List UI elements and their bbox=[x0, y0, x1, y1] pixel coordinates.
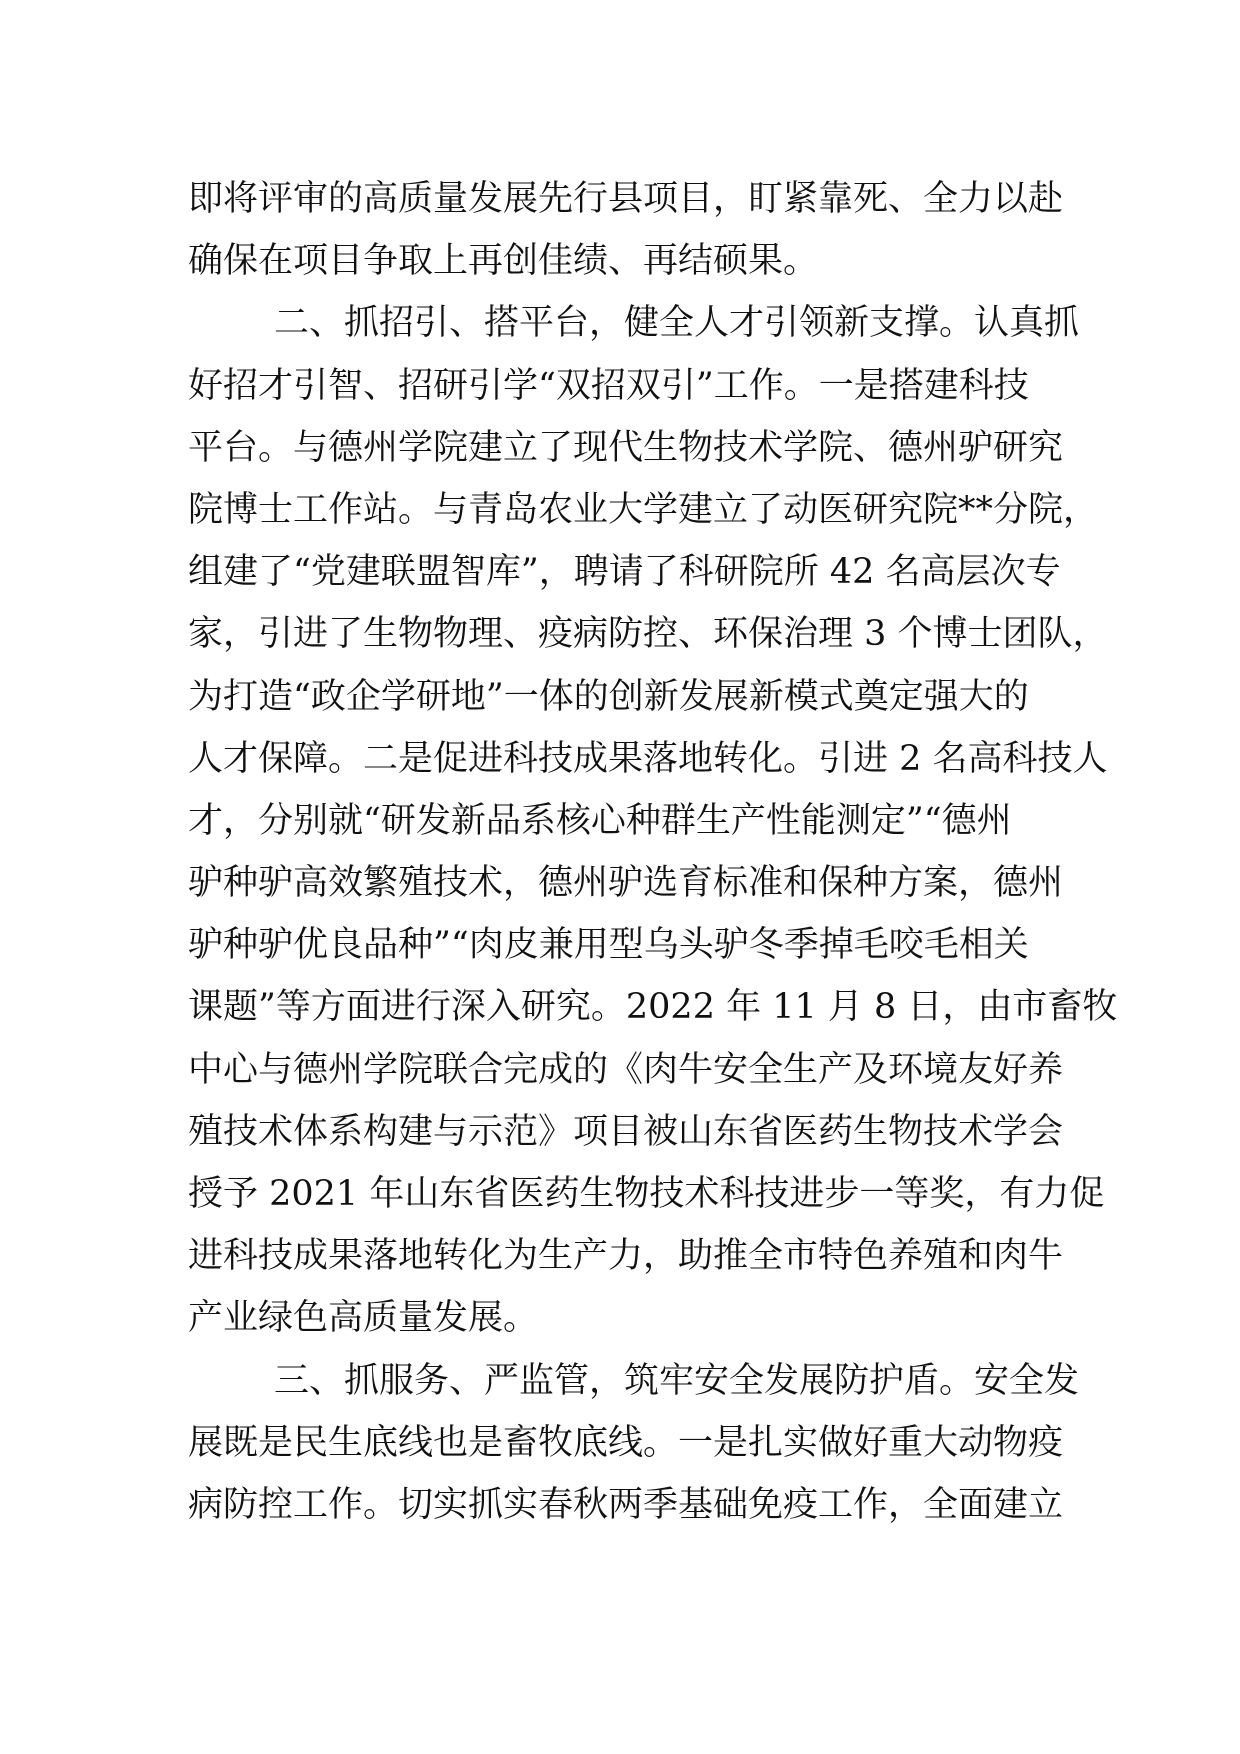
text-line: 进科技成果落地转化为生产力，助推全市特色养殖和肉牛 bbox=[188, 1236, 1064, 1277]
text-line: 人才保障。二是促进科技成果落地转化。引进 2 名高科技人 bbox=[188, 738, 1108, 779]
text-line: 为打造“政企学研地”一体的创新发展新模式奠定强大的 bbox=[188, 676, 1029, 717]
text-line: 二、抓招引、搭平台，健全人才引领新支撑。认真抓 bbox=[274, 303, 1080, 344]
text-line: 展既是民生底线也是畜牧底线。一是扎实做好重大动物疫 bbox=[188, 1422, 1064, 1463]
text-line: 即将评审的高质量发展先行县项目，盯紧靠死、全力以赴 bbox=[188, 179, 1064, 219]
text-line: 好招才引智、招研引学“双招双引”工作。一是搭建科技 bbox=[188, 365, 1029, 406]
text-line: 确保在项目争取上再创佳绩、再结硕果。 bbox=[188, 241, 819, 282]
text-line: 授予 2021 年山东省医药生物技术科技进步一等奖，有力促 bbox=[188, 1174, 1105, 1214]
text-line: 殖技术体系构建与示范》项目被山东省医药生物技术学会 bbox=[188, 1111, 1064, 1152]
body-text bbox=[188, 168, 1118, 1536]
text-line: 病防控工作。切实抓实春秋两季基础免疫工作，全面建立 bbox=[188, 1484, 1064, 1525]
text-line: 驴种驴高效繁殖技术，德州驴选育标准和保种方案，德州 bbox=[188, 863, 1064, 904]
text-line: 组建了“党建联盟智库”，聘请了科研院所 42 名高层次专 bbox=[188, 552, 1061, 593]
text-line: 平台。与德州学院建立了现代生物技术学院、德州驴研究 bbox=[188, 427, 1064, 468]
text-line: 产业绿色高质量发展。 bbox=[188, 1298, 539, 1339]
text-line: 三、抓服务、严监管，筑牢安全发展防护盾。安全发 bbox=[274, 1360, 1080, 1401]
text-line: 中心与德州学院联合完成的《肉牛安全生产及环境友好养 bbox=[188, 1049, 1064, 1090]
text-line: 家，引进了生物物理、疫病防控、环保治理 3 个博士团队， bbox=[188, 614, 1108, 655]
text-line: 院博士工作站。与青岛农业大学建立了动医研究院**分院， bbox=[188, 489, 1099, 530]
text-line: 课题”等方面进行深入研究。2022 年 11 月 8 日，由市畜牧 bbox=[188, 987, 1118, 1028]
text-line: 才，分别就“研发新品系核心种群生产性能测定”“德州 bbox=[188, 800, 1012, 841]
text-line: 驴种驴优良品种”“肉皮兼用型乌头驴冬季掉毛咬毛相关 bbox=[188, 925, 1029, 966]
